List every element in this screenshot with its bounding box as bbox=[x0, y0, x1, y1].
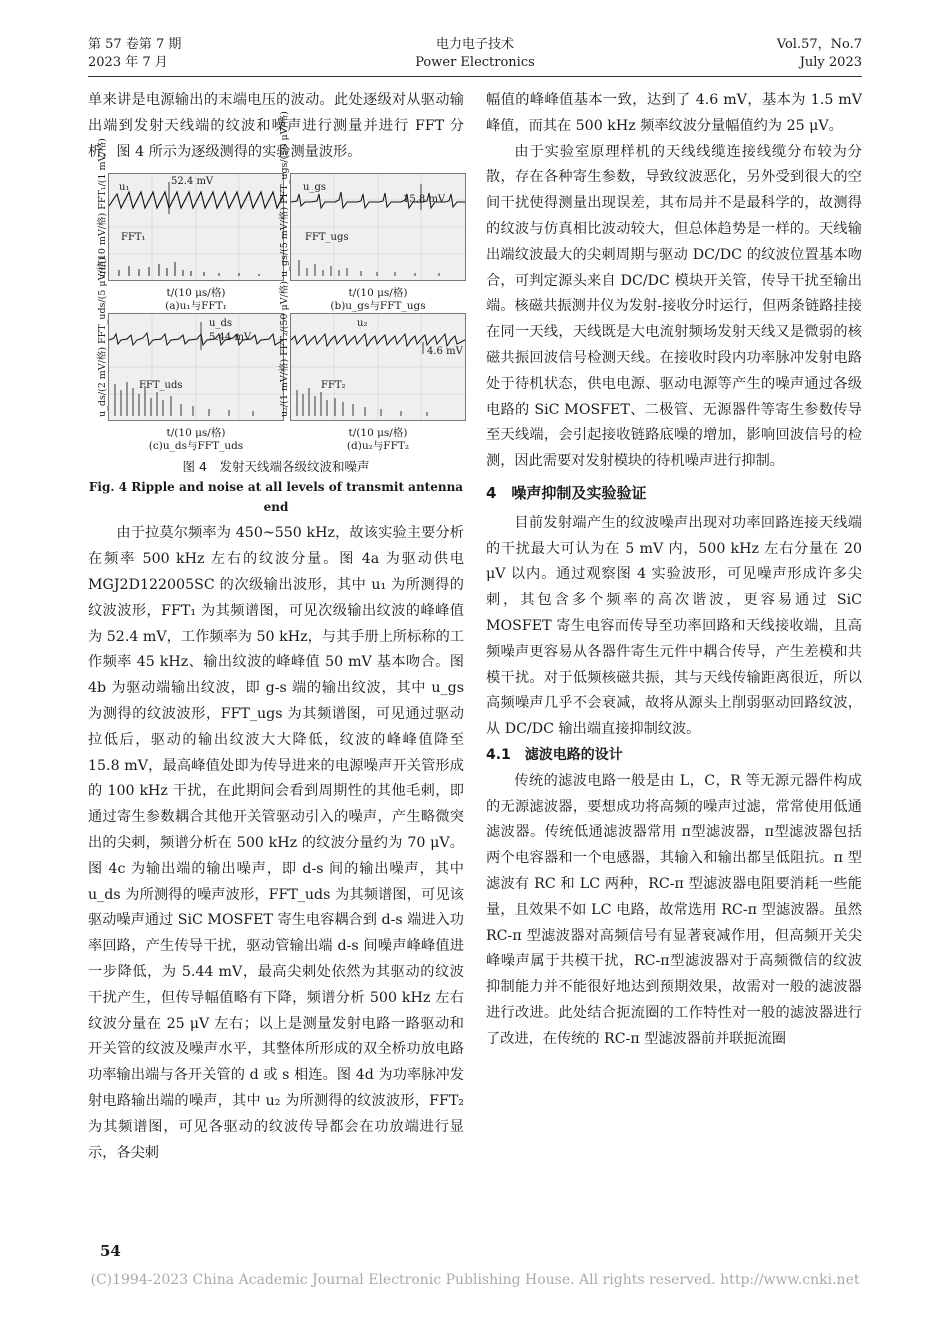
figure-caption-en: Fig. 4 Ripple and noise at all levels of transmit antenna end bbox=[88, 480, 464, 515]
panel-a-plot bbox=[108, 173, 284, 281]
issue-date: 2023 年 7 月 bbox=[88, 55, 168, 70]
copyright-footer: (C)1994-2023 China Academic Journal Electronic Publishing House. All rights reserved. http://www.cnki.net bbox=[90, 1272, 860, 1288]
panel-d-value: 4.6 mV bbox=[427, 346, 463, 358]
panel-b-plot bbox=[290, 173, 466, 281]
panel-d-waveform bbox=[291, 314, 465, 420]
panel-c-value: 5.44 mV bbox=[209, 332, 252, 344]
panel-b-u-label: u_gs bbox=[303, 182, 326, 194]
paragraph-ripple-sources: 由于实验室原理样机的天线线缆连接线缆分布较为分散，存在各种寄生参数，导致纹波恶化，另外受到很大的空间干扰使得测量出现误差，其布局并不是最科学的，故测得的纹波与仿真相比波动较大，但总体趋势是一样的。天线输出端纹波最大的尖刺周期与驱动 DC/DC 的纹波位置基本吻合，可判定源头来自 DC/DC 模块开关管，传导干扰至输出端。核磁共振测井仪为发射-接收分时运行，但两条链路挂接在同一天线，天线既是大电流射频场发射天线又是微弱的核磁共振回波信号检测天线。在接收时段内功率脉冲发射电路处于待机状态，供电电源、驱动电源等产生的噪声通过各级电路的 SiC MOSFET、二极管、无源器件等寄生参数传导至天线端，会引起接收链路底噪的增加，影响回波信号的检测，因此需要对发射模块的待机噪声进行抑制。 bbox=[486, 143, 862, 470]
issue-volume: 第 57 卷第 7 期 bbox=[88, 37, 182, 52]
paragraph-noise-suppression: 目前发射端产生的纹波噪声出现对功率回路连接天线端的干扰最大可认为在 5 mV 内，500 kHz 左右分量在 20 μV 以内。通过观察图 4 实验波形，可见噪声形成许多尖刺，其包含多个频率的高次谐波，更容易通过 SiC MOSFET 寄生电容而传导至功率回路和天线接收端，且高频噪声更容易从各器件寄生元件中耦合传导，产生差模和共模干扰。对于低频核磁共振，其与天线传输距离很近，所以高频噪声几乎不会衰减，故将从源头上削弱驱动回路纹波，从 DC/DC 输出端直接抑制纹波。 bbox=[486, 514, 862, 738]
journal-title-cn: 电力电子技术 bbox=[435, 37, 514, 52]
panel-b-value: 15.8 mV bbox=[403, 194, 446, 206]
panel-a-fft-label: FFT₁ bbox=[121, 232, 146, 244]
date-en: July 2023 bbox=[799, 55, 862, 70]
panel-c-fft-label: FFT_uds bbox=[139, 380, 183, 392]
header-rule bbox=[88, 76, 862, 77]
panel-d-ylabel: u₂/(1 mV/格) FFT₂/(50 μV/格) bbox=[279, 281, 290, 418]
panel-c-ylabel: u_ds/(2 mV/格) FFT_uds/(5 μV/格) bbox=[97, 257, 108, 418]
paragraph-intro: 单来讲是电源输出的末端电压的波动。此处逐级对从驱动输出端到发射天线端的纹波和噪声进行测量并进行 FFT 分析，图 4 所示为逐级测得的实验测量波形。 bbox=[88, 92, 464, 160]
panel-c-xlabel: t/(10 μs/格) bbox=[166, 427, 226, 440]
panel-d-u-label: u₂ bbox=[357, 318, 368, 330]
panel-c-u-label: u_ds bbox=[209, 318, 232, 330]
subsection-heading: 4.1 滤波电路的设计 bbox=[486, 746, 623, 763]
panel-d-plot bbox=[290, 313, 466, 421]
panel-a-ylabel: u₁/(10 mV/格) FFT₁/(1 mV/格) bbox=[97, 138, 108, 278]
panel-a-caption: (a)u₁与FFT₁ bbox=[165, 300, 227, 313]
panel-c-waveform bbox=[109, 314, 283, 420]
page-number: 54 bbox=[100, 1242, 121, 1260]
panel-a-u-label: u₁ bbox=[119, 182, 130, 194]
panel-a-waveform bbox=[109, 174, 283, 280]
panel-d-xlabel: t/(10 μs/格) bbox=[348, 427, 408, 440]
panel-a-xlabel: t/(10 μs/格) bbox=[166, 287, 226, 300]
left-column bbox=[88, 88, 464, 1166]
panel-b-xlabel: t/(10 μs/格) bbox=[348, 287, 408, 300]
panel-a-value: 52.4 mV bbox=[171, 176, 214, 188]
panel-c-caption: (c)u_ds与FFT_uds bbox=[148, 440, 244, 453]
panel-c-plot bbox=[108, 313, 284, 421]
paragraph-analysis: 由于拉莫尔频率为 450~550 kHz，故该实验主要分析在频率 500 kHz 左右的纹波分量。图 4a 为驱动供电 MGJ2D122005SC 的次级输出波形，其中 u₁ 为所测得的纹波波形，FFT₁ 为其频谱图，可见次级输出纹波的峰峰值为 52.4 mV，工作频率为 50 kHz，与其手册上所标称的工作频率 45 kHz、输出纹波的峰峰值 50 mV 基本吻合。图 4b 为驱动端输出纹波，即 g-s 端的输出纹波，其中 u_gs 为测得的纹波波形，FFT_ugs 为其频谱图，可见通过驱动拉低后，驱动的输出纹波大大降低，纹波的峰峰值降至 15.8 mV，最高峰值处即为传导进来的电源噪声开关管形成的 100 kHz 干扰，在此期间会看到周期性的其他毛刺，即通过寄生参数耦合其他开关管驱动引入的噪声，产生略微突出的尖刺，频谱分析在 500 kHz 的纹波分量约为 70 μV。图 4c 为输出端的输出噪声，即 d-s 间的输出噪声，其中 u_ds 为所测得的噪声波形，FFT_uds 为其频谱图，可见该驱动噪声通过 SiC MOSFET 寄生电容耦合到 d-s 端进入功率回路，产生传导干扰，驱动管输出端 d-s 间噪声峰峰值进一步降低，为 5.44 mV，最高尖刺处依然为其驱动的纹波干扰产生，但传导幅值略有下降，频谱分析 500 kHz 左右纹波分量在 25 μV 左右；以上是测量发射电路一路驱动和开关管的纹波及噪声水平，其整体所形成的双全桥功放电路功率输出端与各开关管的 d 或 s 相连。图 4d 为功率脉冲发射电路输出端的噪声，其中 u₂ 为所测得的纹波波形，FFT₂ 为其频谱图，可见各驱动的纹波传导都会在功放端进行显示，各尖刺 bbox=[88, 525, 464, 1161]
panel-b-caption: (b)u_gs与FFT_ugs bbox=[330, 300, 426, 313]
panel-d-caption: (d)u₂与FFT₂ bbox=[346, 440, 410, 453]
paragraph-continued: 幅值的峰峰值基本一致，达到了 4.6 mV，基本为 1.5 mV 峰值，而其在 500 kHz 频率纹波分量幅值约为 25 μV。 bbox=[486, 92, 862, 134]
right-column bbox=[486, 88, 862, 1052]
paragraph-filter-design: 传统的滤波电路一般是由 L，C，R 等无源元器件构成的无源滤波器，要想成功将高频的噪声过滤，常常使用低通滤波器。传统低通滤波器常用 π型滤波器，π型滤波器包括两个电容器和一个电感器，其输入和输出都呈低阻抗。π 型滤波有 RC 和 LC 两种，RC-π 型滤波器电阻要消耗一些能量，且效果不如 LC 电路，故常选用 RC-π 型滤波器。虽然 RC-π 型滤波器对高频信号有显著衰减作用，但高频开关尖峰噪声属于共模干扰，RC-π型滤波器对于高频微信的纹波抑制能力并不能很好地达到预期效果，故需对一般的滤波器进行改进。此处结合扼流圈的工作特性对一般的滤波器进行了改进，在传统的 RC-π 型滤波器前并联扼流圈 bbox=[486, 772, 862, 1047]
volume-en: Vol.57，No.7 bbox=[776, 37, 862, 52]
panel-d-fft-label: FFT₂ bbox=[321, 380, 346, 392]
panel-b-fft-label: FFT_ugs bbox=[305, 232, 349, 244]
journal-title-en: Power Electronics bbox=[415, 55, 535, 70]
figure-caption-cn: 图 4 发射天线端各级纹波和噪声 bbox=[182, 459, 370, 475]
journal-volume-en bbox=[777, 36, 862, 72]
section-heading: 4 噪声抑制及实验验证 bbox=[486, 483, 647, 502]
panel-b-ylabel: u_gs/(5 mV/格) FFT_ugs/(50 μV/格) bbox=[279, 111, 290, 278]
